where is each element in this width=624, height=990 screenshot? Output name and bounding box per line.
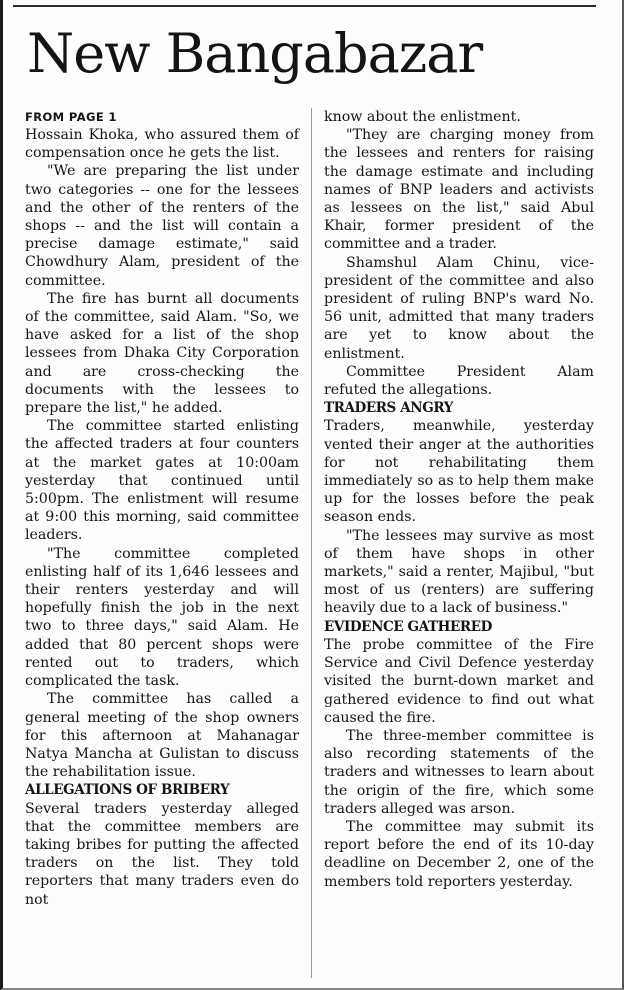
paragraph: Hossain Khoka, who assured them of compensation once he gets the list. [25,127,299,162]
paragraph: The three-member committee is also recording statements of the traders and witnesses to learn about the origin of the fire, which some traders alleged was arson. [324,727,594,817]
subhead-traders-angry: TRADERS ANGRY [324,400,453,417]
left-column [25,108,299,909]
paragraph: The committee has called a general meeting of the shop owners for this afternoon at Mahanagar Natya Mancha at Gulistan to discuss the rehabilitation issue. [25,691,299,781]
subhead-evidence-gathered: EVIDENCE GATHERED [324,618,492,635]
paragraph: "The lessees may survive as most of them have shops in other markets," said a renter, Majibul, "but most of us (renters) are suffering heavily due to a lack of business." [324,527,594,617]
paragraph: The fire has burnt all documents of the committee, said Alam. "So, we have asked for a list of the shop lessees from Dhaka City Corporation and are cross-checking the documents with the lessees to prepare the list," he added. [25,290,299,417]
right-column [324,108,594,891]
paragraph: Traders, meanwhile, yesterday vented their anger at the authorities for not rehabilitating them immediately so as to help them make up for the losses before the peak season ends. [324,418,594,526]
paragraph: Shamshul Alam Chinu, vice-president of the committee and also president of ruling BNP's ward No. 56 unit, admitted that many traders are yet to know about the enlistment. [324,254,594,362]
paragraph: know about the enlistment. [324,109,521,125]
from-page-label: FROM PAGE 1 [25,110,117,124]
top-rule [13,5,596,7]
subhead-allegations-of-bribery: ALLEGATIONS OF BRIBERY [25,782,230,799]
paragraph: "We are preparing the list under two categories -- one for the lessees and the other of the renters of the shops -- and the list will contain a precise damage estimate," said Chowdhury Alam, president of the committee. [25,163,299,289]
paragraph: Committee President Alam refuted the allegations. [324,363,594,399]
paragraph: "They are charging money from the lessees and renters for raising the damage estimate and including names of BNP leaders and activists as lessees on the list," said Abul Khair, former president of the committee and a trader. [324,127,594,253]
paragraph: The committee may submit its report before the end of its 10-day deadline on December 2, one of the members told reporters yesterday. [324,818,594,890]
paragraph: The probe committee of the Fire Service and Civil Defence yesterday visited the burnt-down market and gathered evidence to find out what caused the fire. [324,636,594,726]
headline: New Bangabazar [27,22,483,85]
paragraph: The committee started enlisting the affected traders at four counters at the market gates at 10:00am yesterday that continued until 5:00pm. The enlistment will resume at 9:00 this morning, said committee leaders. [25,418,299,544]
column-divider [311,108,312,978]
paragraph: Several traders yesterday alleged that the committee members are taking bribes for putting the affected traders on the list. They told reporters that many traders even do not [25,800,299,908]
paragraph: "The committee completed enlisting half of its 1,646 lessees and their renters yesterday and will hopefully finish the job in the next two to three days," said Alam. He added that 80 percent shops were rented out to traders, which complicated the task. [25,545,299,690]
